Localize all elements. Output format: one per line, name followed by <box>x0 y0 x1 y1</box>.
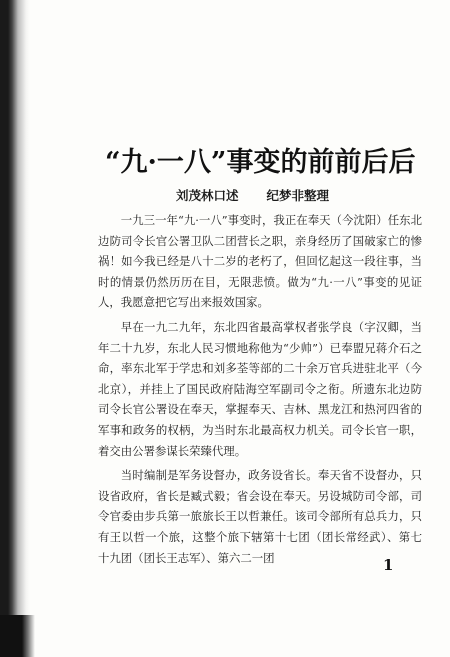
editor-credit: 纪梦非整理 <box>266 188 330 203</box>
body-paragraph-2: 早在一九二九年，东北四省最高掌权者张学良（字汉卿，当年二十九岁，东北人民习惯地称他为“少帅”）已奉盟兄蒋介石之命，率东北军于学忠和刘多荃等部的二十余万官兵进驻北平（今北京），并挂上了国民政府陆海空军副司令之衔。所遗东北边防司令长官公署设在奉天，掌握奉天、吉林、黑龙江和热河四省的军事和政务的权柄，为当时东北最高权力机关。司令长官一职，着交由公署参谋长荣臻代理。 <box>98 319 422 458</box>
article-byline <box>176 186 329 204</box>
page-number: 1 <box>383 556 394 574</box>
page-binding-shadow <box>0 0 30 657</box>
body-paragraph-1: 一九三一年“九·一八”事变时，我正在奉天（今沈阳）任东北边防司令长官公署卫队二团营长之职，亲身经历了国破家亡的惨祸！如今我已经是八十二岁的老朽了，但回忆起这一段往事，当时的情景仍然历历在目，无限悲愤。做为“九·一八”事变的见证人，我愿意把它写出来报效国家。 <box>98 213 422 310</box>
article-title: “九·一八”事变的前前后后 <box>105 147 416 178</box>
article-body <box>98 210 422 572</box>
page-binding-shadow-bottom <box>0 615 35 657</box>
narrator-credit: 刘茂林口述 <box>176 188 239 203</box>
body-paragraph-3: 当时编制是军务设督办，政务设省长。奉天省不设督办，只设省政府，省长是臧式毅；省会设在奉天。另设城防司令部，司令官委由步兵第一旅旅长王以哲兼任。该司令部所有总兵力，只有王以哲一个旅，这整个旅下辖第十七团（团长常经武）、第七十九团（团长王志军）、第六二一团 <box>98 468 422 565</box>
